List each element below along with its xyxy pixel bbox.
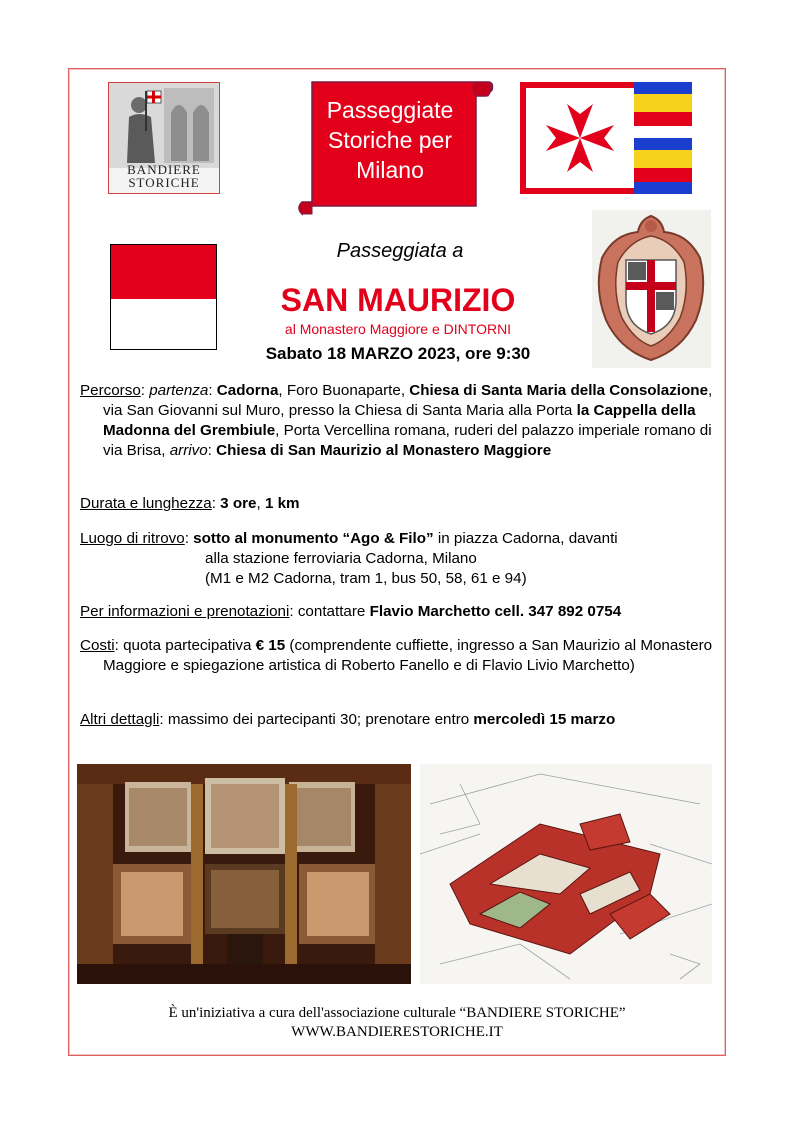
durata-section: Durata e lunghezza: 3 ore, 1 km	[80, 495, 300, 512]
altri-section: Altri dettagli: massimo dei partecipanti 30; prenotare entro mercoledì 15 marzo	[80, 711, 616, 728]
monastery-aerial-drawing	[420, 764, 712, 984]
durata-label: Durata e lunghezza	[80, 495, 212, 512]
footer-website[interactable]: WWW.BANDIERESTORICHE.IT	[291, 1024, 503, 1040]
costi-label: Costi	[80, 637, 115, 654]
percorso-label: Percorso	[80, 382, 141, 399]
ritrovo-section: Luogo di ritrovo: sotto al monumento “Ago & Filo” in piazza Cadorna, davanti alla stazione ferroviaria Cadorna, Milano (M1 e M2 Cadorna, tram 1, bus 50, 58, 61 e 94)	[80, 530, 618, 587]
footer-credit: È un'iniziativa a cura dell'associazione culturale “BANDIERE STORICHE”	[168, 1005, 626, 1021]
ritrovo-label: Luogo di ritrovo	[80, 530, 185, 547]
info-section: Per informazioni e prenotazioni: contattare Flavio Marchetto cell. 347 892 0754	[80, 603, 622, 620]
maltese-cross-flag	[520, 82, 692, 194]
church-interior-photo	[77, 764, 411, 984]
logo-line-1: BANDIERE	[127, 162, 201, 177]
info-label: Per informazioni e prenotazioni	[80, 603, 290, 620]
contact-phone: Flavio Marchetto cell. 347 892 0754	[369, 603, 622, 620]
milan-red-white-flag	[110, 244, 217, 350]
event-title: SAN MAURIZIO	[280, 282, 516, 318]
costi-section: Costi: quota partecipativa € 15 (comprendente cuffiette, ingresso a San Maurizio al Monastero Maggiore e spiegazione artistica di Roberto Fanello e di Flavio Livio Marchetto)	[80, 637, 713, 674]
event-subtitle: al Monastero Maggiore e DINTORNI	[284, 321, 512, 337]
bandiere-storiche-logo	[108, 82, 220, 194]
coat-of-arms-crest	[592, 210, 711, 368]
intro-text: Passeggiata a	[336, 240, 464, 262]
altri-label: Altri dettagli	[80, 711, 160, 728]
knight-statue-icon	[109, 83, 219, 168]
logo-line-2: STORICHE	[128, 175, 200, 190]
event-date: Sabato 18 MARZO 2023, ore 9:30	[265, 344, 531, 363]
percorso-section: Percorso: partenza: Cadorna, Foro Buonaparte, Chiesa di Santa Maria della Consolazione, via San Giovanni sul Muro, presso la Chiesa di Santa Maria alla Porta la Cappella della Madonna del Grembiule, Porta Vercellina romana, ruderi del palazzo imperiale romano di via Brisa, arrivo: Chiesa di San Maurizio al Monastero Maggiore	[80, 382, 713, 459]
banner-title: Passeggiate Storiche per Milano	[326, 97, 454, 183]
